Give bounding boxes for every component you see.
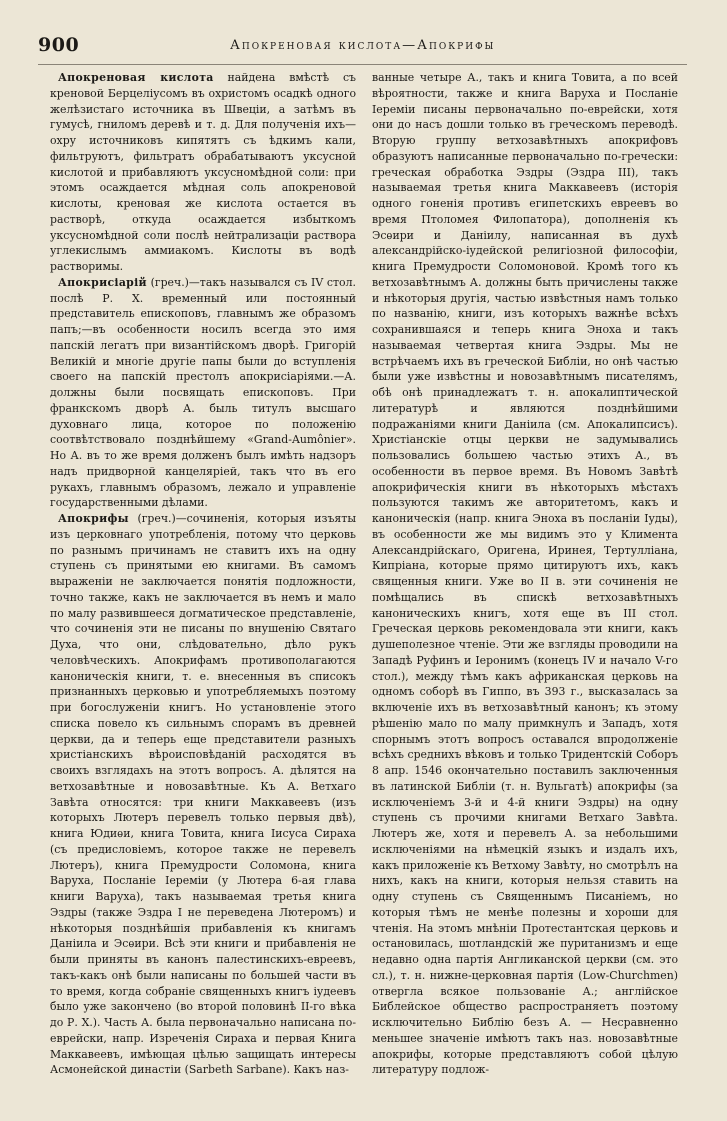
left-column [50,70,356,1078]
entry-headword: Апокрисіарій [58,275,147,289]
running-title: Апокреновая кислота—Апокрифы [230,38,496,53]
right-column [372,70,678,1078]
entry-text: найдена вмѣстѣ съ креновой Берцеліусомъ въ охристомъ осадкѣ одного желѣзистаго источника въ Швеціи, а затѣмъ въ гумусѣ, гниломъ деревѣ и т. д. Для полученія ихъ—охру источниковъ кипятятъ съ ѣдкимъ кали, фильтруютъ, фильтратъ обрабатываютъ уксусной кислотой и прибавляютъ уксусномѣдной соли: при этомъ осаждается мѣдная соль апокреновой кислоты, креновая же кислота остается въ растворѣ, откуда осаждается избыткомъ уксусномѣдной соли послѣ нейтрализаціи раствора углекислымъ аммиакомъ. Кислоты въ водѣ растворимы. [50,71,356,273]
entry-headword: Апокрифы [58,512,129,525]
entry-apokrenovaya-kislota [50,70,356,275]
entry-apokrify [50,511,356,1078]
entry-headword: Апокреновая кислота [58,71,214,84]
entry-text: (греч.)—сочиненія, которыя изъяты изъ церковнаго употребленія, потому что церковь по разнымъ причинамъ не ставитъ ихъ на одну ступень съ принятыми ею книгами. Въ самомъ выраженіи не заключается понятія подложности, точно также, какъ не заключается въ немъ и мало по малу развившееся догматическое представленіе, что сочиненія эти не писаны по внушенію Святаго Духа, что они, слѣдовательно, дѣло рукъ человѣческихъ. Апокрифамъ противополагаются каноническія книги, т. е. внесенныя въ списокъ признанныхъ церковью и употребляемыхъ поэтому при богослуженіи книгъ. Но установленіе этого списка повело къ сильнымъ спорамъ въ древней церкви, да и теперь еще представители разныхъ христіанскихъ вѣроисповѣданій расходятся въ своихъ взглядахъ на этотъ вопросъ. А. дѣлятся на ветхозавѣтные и новозавѣтные. Къ А. Ветхаго Завѣта относятся: три книги Маккавеевъ (изъ которыхъ Лютеръ перевелъ только первыя двѣ), книга Юдиѳи, книга Товита, книга Іисуса Сираха (съ предисловіемъ, которое также не перевелъ Лютеръ), книга Премудрости Соломона, книга Варуха, Посланіе Іереміи (у Лютера 6-ая глава книги Варуха), такъ называемая третья книга Эздры (также Эздра I не переведена Лютеромъ) и нѣкоторыя позднѣйшія прибавленія къ книгамъ Даніила и Эсѳири. Всѣ эти книги и прибавленія не были приняты въ канонъ палестинскихъ-евреевъ, такъ-какъ онѣ были написаны по большей части въ то время, когда собраніе священныхъ книгъ іудеевъ было уже закончено (во второй половинѣ II-го вѣка до Р. Х.). Часть А. была первоначально написана по-еврейски, напр. Изреченія Сираха и первая Книга Маккавеевъ, имѣющая цѣлью защищать интересы Асмонейской династіи (Sarbeth Sarbane). Какъ наз- [50,512,356,1077]
page-number: 900 [38,34,80,56]
page-header [38,34,687,65]
entry-text: (греч.)—такъ назывался съ IV стол. послѣ Р. Х. временный или постоянный представитель епископовъ, главнымъ же образомъ папъ;—въ особенности носилъ всегда это имя папскій легатъ при византійскомъ дворѣ. Григорій Великій и многіе другіе папы были до вступленія своего на папскій престолъ апокрисіаріями.—А. должны были посвящать епископовъ. При франкскомъ дворѣ А. быль титулъ высшаго духовнаго лица, которое по положенію соотвѣтствовало позднѣйшему «Grand-Aumônier». Но А. въ то же время долженъ былъ имѣть надзоръ надъ придворной канцеляріей, такъ что въ его рукахъ, главнымъ образомъ, лежало и управленіе государственными дѣлами. [50,275,356,510]
entry-text: ванные четыре А., такъ и книга Товита, а по всей вѣроятности, также и книга Варуха и Посланіе Іереміи писаны первоначально по-еврейски, хотя они до насъ дошли только въ греческомъ переводѣ. Вторую группу ветхозавѣтныхъ апокрифовъ образуютъ написанные первоначально по-гречески: греческая обработка Эздры (Эздра III), такъ называемая третья книга Маккавеевъ (исторія одного гоненія противъ египетскихъ евреевъ во время Птоломея Филопатора), дополненія къ Эсѳири и Даніилу, написанная въ духѣ александрійско-іудейской религіозной философіи, книга Премудрости Соломоновой. Кромѣ того къ ветхозавѣтнымъ А. должны быть причислены также и нѣкоторыя другія, частью извѣстныя намъ только по названію, книги, изъ которыхъ важнѣе всѣхъ сохранившаяся и теперь книга Эноха и такъ называемая четвертая книга Эздры. Мы не встрѣчаемъ ихъ въ греческой Библіи, но онѣ частью были уже извѣстны и новозавѣтнымъ писателямъ, обѣ онѣ принадлежатъ т. н. апокалиптической литературѣ и являются позднѣйшими подражаніями книги Даніила (см. Апокалипсисъ). Христіанскіе отцы церкви не задумывались пользовались большею частью этихъ А., въ особенности въ первое время. Въ Новомъ Завѣтѣ апокрифическія книги въ нѣкоторыхъ мѣстахъ пользуются такимъ же авторитетомъ, какъ и каноническія (напр. книга Эноха въ посланіи Іуды), въ особенности же мы видимъ это у Климента Александрійскаго, Оригена, Иринея, Тертулліана, Кипріана, которые прямо цитируютъ ихъ, какъ священныя книги. Уже во II в. эти сочиненія не помѣщались въ спискѣ ветхозавѣтныхъ каноническихъ книгъ, хотя еще въ III стол. Греческая церковь рекомендовала эти книги, какъ душеполезное чтеніе. Эти же взгляды проводили на Западѣ Руфинъ и Іеронимъ (конецъ IV и начало V-го стол.), между тѣмъ какъ африканская церковь на одномъ соборѣ въ Гиппо, въ 393 г., высказалась за включеніе ихъ въ ветхозавѣтный канонъ; къ этому рѣшенію мало по малу примкнулъ и Западъ, хотя спорнымъ этотъ вопросъ оставался впродолженіе всѣхъ среднихъ вѣковъ и только Тридентскій Соборъ 8 апр. 1546 окончательно поставилъ заключенныя въ латинской Библіи (т. н. Вульгатѣ) апокрифы (за исключеніемъ 3-й и 4-й книги Эздры) на одну ступень съ прочими книгами Ветхаго Завѣта. Лютеръ же, хотя и перевелъ А. за небольшими исключеніями на нѣмецкій языкъ и издалъ ихъ, какъ приложеніе къ Ветхому Завѣту, но смотрѣлъ на нихъ, какъ на книги, которыя нельзя ставить на одну ступень съ Священнымъ Писаніемъ, но которыя тѣмъ не менѣе полезны и хороши для чтенія. На этомъ мнѣніи Протестантская церковь и остановилась, шотландскій же пуританизмъ и еще недавно одна партія Англиканской церкви (см. это сл.), т. н. нижне-церковная партія (Low-Churchmen) отвергла всякое пользованіе А.; англійское Библейское общество распространяетъ поэтому исключительно Библію безъ А. — Несравненно меньшее значеніе имѣютъ такъ наз. новозавѣтные апокрифы, которые представляютъ собой цѣлую литературу подлож- [372,71,678,1077]
entry-apokrify-continued [372,70,678,1078]
entry-apokrisiariy [50,275,356,511]
